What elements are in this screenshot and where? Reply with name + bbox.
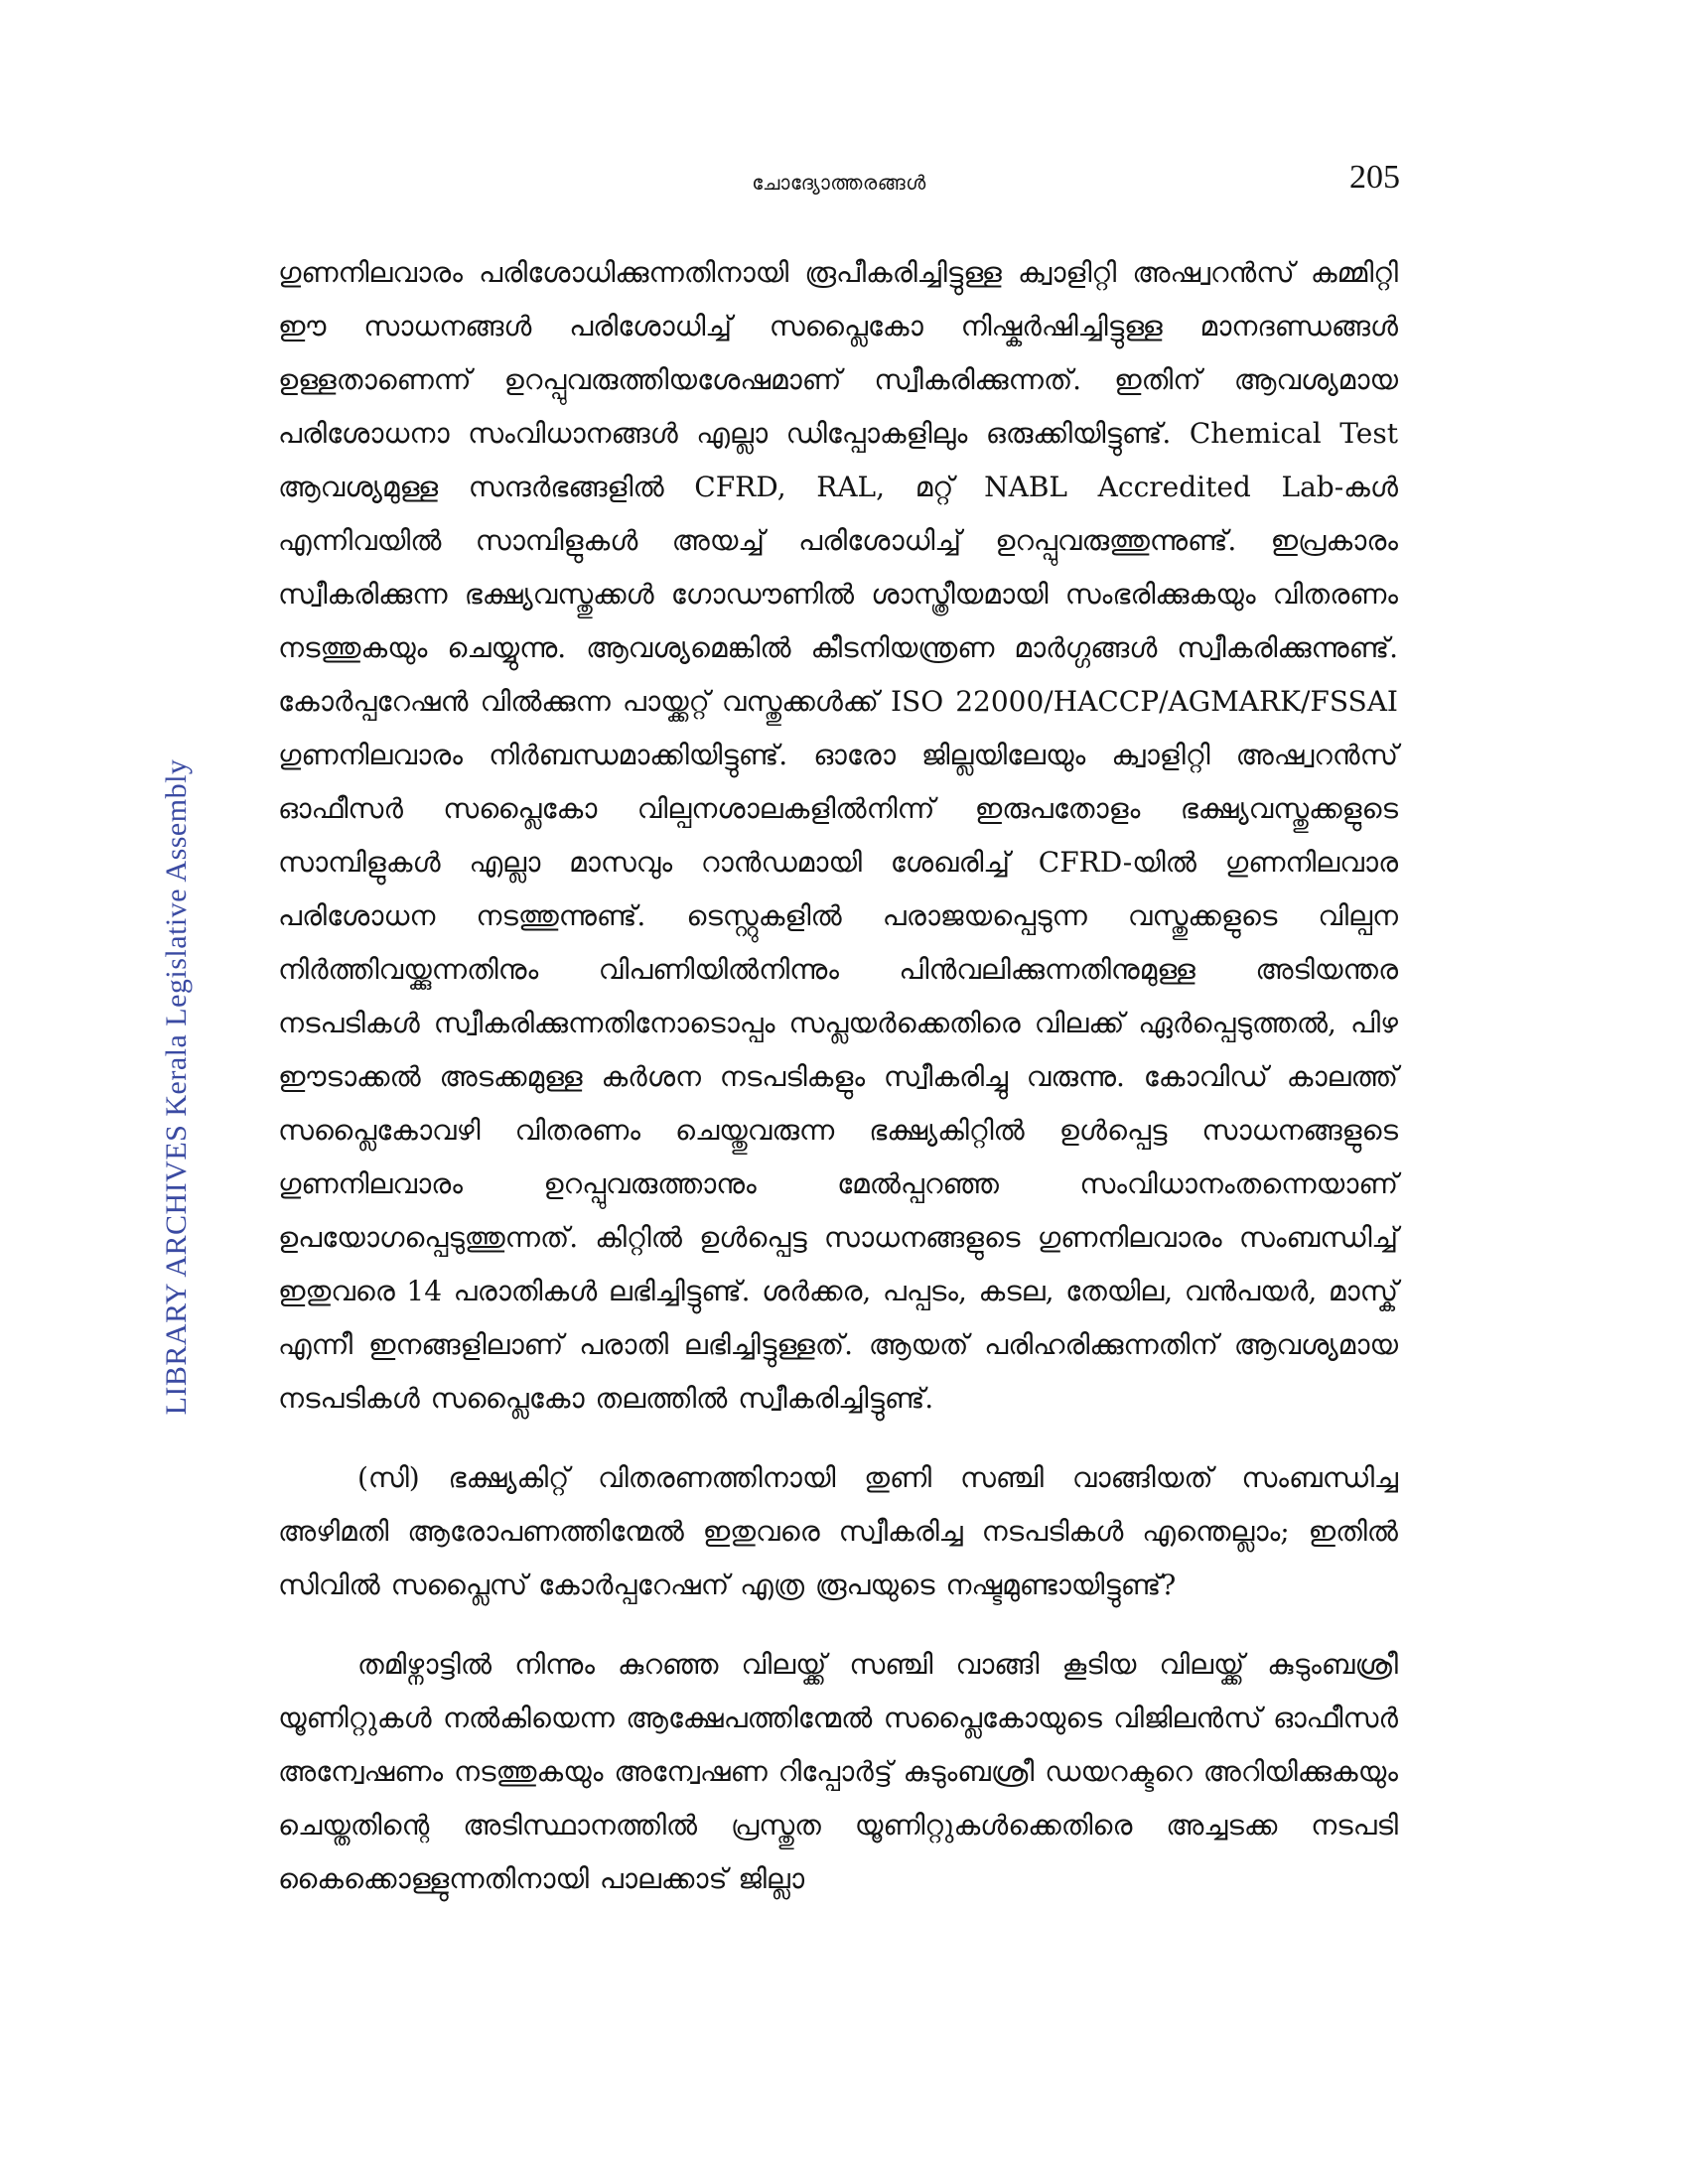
answer-paragraph: ഗുണനിലവാരം പരിശോധിക്കുന്നതിനായി രൂപീകരിച്ചിട്ടുള്ള ക്വാളിറ്റി അഷ്വറൻസ് കമ്മിറ്റി ഈ സാധനങ്ങൾ പരിശോധിച്ച് സപ്ലൈകോ നിഷ്കർഷിച്ചിട്ടുള്ള മാനദണ്ഡങ്ങൾ ഉള്ളതാണെന്ന് ഉറപ്പുവരുത്തിയശേഷമാണ് സ്വീകരിക്കുന്നത്. ഇതിന് ആവശ്യമായ പരിശോധനാ സംവിധാനങ്ങൾ എല്ലാ ഡിപ്പോകളിലും ഒരുക്കിയിട്ടുണ്ട്. Chemical Test ആവശ്യമുള്ള സന്ദർഭങ്ങളിൽ CFRD, RAL, മറ്റ് NABL Accredited Lab-കൾ എന്നിവയിൽ സാമ്പിളുകൾ അയച്ച് പരിശോധിച്ച് ഉറപ്പുവരുത്തുന്നുണ്ട്. ഇപ്രകാരം സ്വീകരിക്കുന്ന ഭക്ഷ്യവസ്തുക്കൾ ഗോഡൗണിൽ ശാസ്ത്രീയമായി സംഭരിക്കുകയും വിതരണം നടത്തുകയും ചെയ്യുന്നു. ആവശ്യമെങ്കിൽ കീടനിയന്ത്രണ മാർഗ്ഗങ്ങൾ സ്വീകരിക്കുന്നുണ്ട്. കോർപ്പറേഷൻ വിൽക്കുന്ന പായ്ക്കറ്റ് വസ്തുക്കൾക്ക് ISO 22000/HACCP/AGMARK/FSSAI ഗുണനിലവാരം നിർബന്ധമാക്കിയിട്ടുണ്ട്. ഓരോ ജില്ലയിലേയും ക്വാളിറ്റി അഷ്വറൻസ് ഓഫീസർ സപ്ലൈകോ വില്പനശാലകളിൽനിന്ന് ഇരുപതോളം ഭക്ഷ്യവസ്തുക്കളുടെ സാമ്പിളുകൾ എല്ലാ മാസവും റാൻഡമായി ശേഖരിച്ച് CFRD-യിൽ ഗുണനിലവാര പരിശോധന നടത്തുന്നുണ്ട്. ടെസ്റ്റുകളിൽ പരാജയപ്പെടുന്ന വസ്തുക്കളുടെ വില്പന നിർത്തിവയ്ക്കുന്നതിനും വിപണിയിൽനിന്നും പിൻവലിക്കുന്നതിനുമുള്ള അടിയന്തര നടപടികൾ സ്വീകരിക്കുന്നതിനോടൊപ്പം സപ്ലയർക്കെതിരെ വിലക്ക് ഏർപ്പെടുത്തൽ, പിഴ ഈടാക്കൽ അടക്കമുള്ള കർശന നടപടികളും സ്വീകരിച്ചു വരുന്നു. കോവിഡ് കാലത്ത് സപ്ലൈകോവഴി വിതരണം ചെയ്തുവരുന്ന ഭക്ഷ്യകിറ്റിൽ ഉൾപ്പെട്ട സാധനങ്ങളുടെ ഗുണനിലവാരം ഉറപ്പുവരുത്താനും മേൽപ്പറഞ്ഞ സംവിധാനംതന്നെയാണ് ഉപയോഗപ്പെടുത്തുന്നത്. കിറ്റിൽ ഉൾപ്പെട്ട സാധനങ്ങളുടെ ഗുണനിലവാരം സംബന്ധിച്ച് ഇതുവരെ 14 പരാതികൾ ലഭിച്ചിട്ടുണ്ട്. ശർക്കര, പപ്പടം, കടല, തേയില, വൻപയർ, മാസ്ക് എന്നീ ഇനങ്ങളിലാണ് പരാതി ലഭിച്ചിട്ടുള്ളത്. ആയത് പരിഹരിക്കുന്നതിന് ആവശ്യമായ നടപടികൾ സപ്ലൈകോ തലത്തിൽ സ്വീകരിച്ചിട്ടുണ്ട്. — [278, 256, 1398, 1415]
running-title: ചോദ്യോത്തരങ്ങൾ — [752, 171, 926, 195]
page-number: 205 — [1349, 159, 1400, 196]
archive-watermark: LIBRARY ARCHIVES Kerala Legislative Assembly — [160, 758, 193, 1416]
page-header — [278, 159, 1400, 208]
answer-paragraph-continued: തമിഴ്നാട്ടിൽ നിന്നും കുറഞ്ഞ വിലയ്ക്ക് സഞ്ചി വാങ്ങി കൂടിയ വിലയ്ക്ക് കുടുംബശ്രീ യൂണിറ്റുകൾ നൽകിയെന്ന ആക്ഷേപത്തിന്മേൽ സപ്ലൈകോയുടെ വിജിലൻസ് ഓഫീസർ അന്വേഷണം നടത്തുകയും അന്വേഷണ റിപ്പോർട്ട് കുടുംബശ്രീ ഡയറക്ടറെ അറിയിക്കുകയും ചെയ്തതിന്റെ അടിസ്ഥാനത്തിൽ പ്രസ്തുത യൂണിറ്റുകൾക്കെതിരെ അച്ചടക്ക നടപടി കൈക്കൊള്ളുന്നതിനായി പാലക്കാട് ജില്ലാ — [278, 1648, 1398, 1895]
body-text — [278, 246, 1398, 1932]
question-paragraph: (സി) ഭക്ഷ്യകിറ്റ് വിതരണത്തിനായി തുണി സഞ്ചി വാങ്ങിയത് സംബന്ധിച്ച അഴിമതി ആരോപണത്തിന്മേൽ ഇതുവരെ സ്വീകരിച്ച നടപടികൾ എന്തെല്ലാം; ഇതിൽ സിവിൽ സപ്ലൈസ് കോർപ്പറേഷന് എത്ര രൂപയുടെ നഷ്ടമുണ്ടായിട്ടുണ്ട്? — [278, 1461, 1398, 1601]
